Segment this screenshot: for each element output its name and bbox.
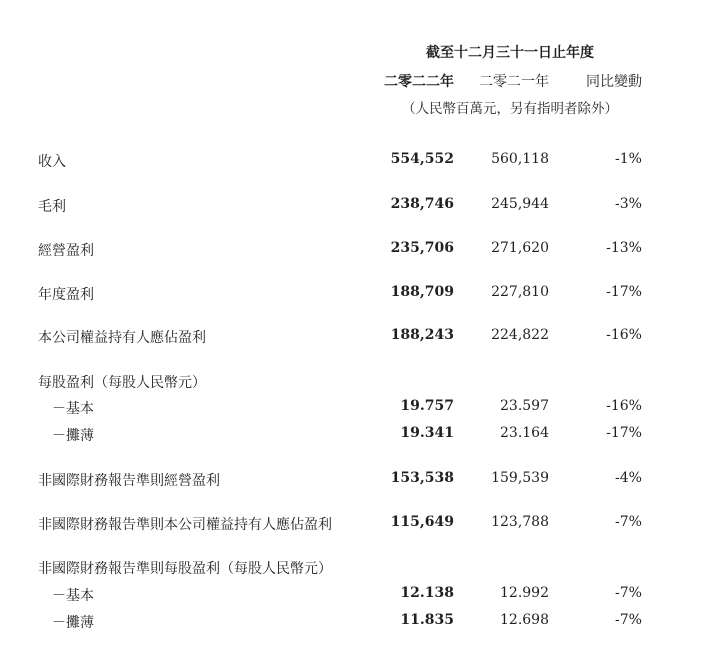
value-profit-for-year-2022: 188,709 [390, 284, 454, 300]
value-non-ifrs-operating-profit-2021: 159,539 [491, 470, 549, 486]
row-label-eps-heading: 每股盈利（每股人民幣元） [38, 375, 206, 391]
value-profit-attributable-2021: 224,822 [491, 327, 549, 343]
value-eps-diluted-2022: 19.341 [400, 425, 454, 441]
row-label-eps-diluted: －攤薄 [52, 428, 94, 444]
value-gross-profit-2021: 245,944 [491, 196, 549, 212]
value-revenue-2021: 560,118 [491, 151, 549, 167]
value-gross-profit-2022: 238,746 [390, 196, 454, 212]
value-non-ifrs-eps-diluted-2021: 12.698 [500, 612, 549, 628]
value-gross-profit-change: -3% [615, 196, 642, 212]
row-label-non-ifrs-eps-diluted: －攤薄 [52, 615, 94, 631]
value-non-ifrs-eps-diluted-2022: 11.835 [400, 612, 454, 628]
column-header-2021: 二零二一年 [479, 74, 549, 90]
value-non-ifrs-eps-basic-2021: 12.992 [500, 585, 549, 601]
value-eps-basic-2021: 23.597 [500, 398, 549, 414]
value-operating-profit-change: -13% [606, 240, 642, 256]
value-eps-diluted-change: -17% [606, 425, 642, 441]
value-non-ifrs-operating-profit-change: -4% [615, 470, 642, 486]
row-label-eps-basic: －基本 [52, 401, 94, 417]
row-label-revenue: 收入 [38, 154, 66, 170]
row-label-operating-profit: 經營盈利 [38, 243, 94, 259]
period-title: 截至十二月三十一日止年度 [426, 45, 594, 61]
row-label-non-ifrs-profit-attributable: 非國際財務報告準則本公司權益持有人應佔盈利 [38, 517, 332, 533]
value-revenue-2022: 554,552 [390, 151, 454, 167]
row-label-non-ifrs-operating-profit: 非國際財務報告準則經營盈利 [38, 473, 220, 489]
column-header-yoy-change: 同比變動 [586, 74, 642, 90]
value-eps-basic-2022: 19.757 [400, 398, 454, 414]
value-operating-profit-2021: 271,620 [491, 240, 549, 256]
value-profit-attributable-2022: 188,243 [390, 327, 454, 343]
value-non-ifrs-operating-profit-2022: 153,538 [390, 470, 454, 486]
value-profit-attributable-change: -16% [606, 327, 642, 343]
row-label-non-ifrs-eps-heading: 非國際財務報告準則每股盈利（每股人民幣元） [38, 561, 332, 577]
value-profit-for-year-change: -17% [606, 284, 642, 300]
value-eps-diluted-2021: 23.164 [500, 425, 549, 441]
value-non-ifrs-profit-attributable-change: -7% [615, 514, 642, 530]
unit-note: （人民幣百萬元，另有指明者除外） [402, 101, 618, 117]
value-non-ifrs-eps-basic-change: -7% [615, 585, 642, 601]
row-label-profit-for-year: 年度盈利 [38, 287, 94, 303]
row-label-non-ifrs-eps-basic: －基本 [52, 588, 94, 604]
value-non-ifrs-profit-attributable-2022: 115,649 [390, 514, 454, 530]
column-header-2022: 二零二二年 [384, 74, 454, 90]
value-non-ifrs-eps-basic-2022: 12.138 [400, 585, 454, 601]
row-label-profit-attributable: 本公司權益持有人應佔盈利 [38, 330, 206, 346]
value-non-ifrs-eps-diluted-change: -7% [615, 612, 642, 628]
value-non-ifrs-profit-attributable-2021: 123,788 [491, 514, 549, 530]
value-operating-profit-2022: 235,706 [390, 240, 454, 256]
value-eps-basic-change: -16% [606, 398, 642, 414]
row-label-gross-profit: 毛利 [38, 199, 66, 215]
value-profit-for-year-2021: 227,810 [491, 284, 549, 300]
value-revenue-change: -1% [615, 151, 642, 167]
